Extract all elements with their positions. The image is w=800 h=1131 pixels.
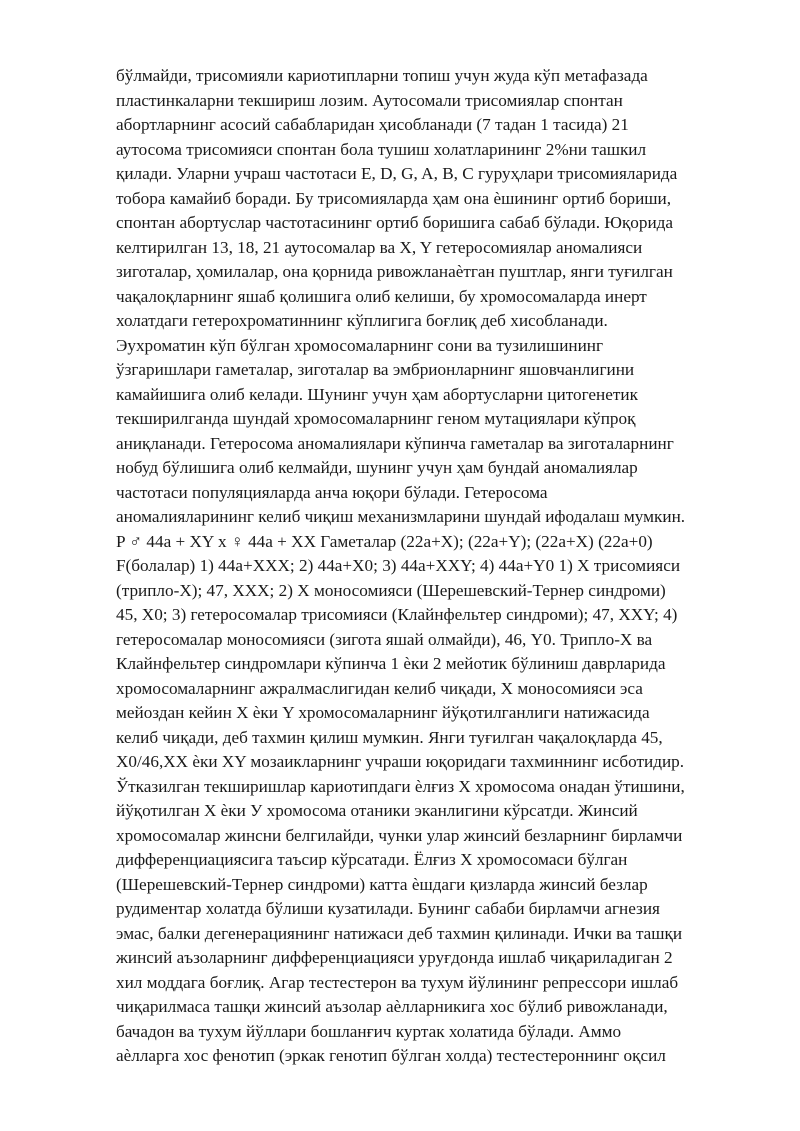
text-line: ўзгаришлари гаметалар, зиготалар ва эмбрионларнинг яшовчанлигини — [116, 360, 635, 379]
text-line: тобора камайиб боради. Бу трисомияларда ҳам она ѐшининг ортиб бориши, — [116, 188, 672, 208]
text-line: чақалоқларнинг яшаб қолишига олиб келиши, бу хромосомаларда инерт — [116, 286, 647, 306]
text-line: қилади. Уларни учраш частотаси E, D, G, A, B, C гуруҳлари трисомияларида — [116, 164, 678, 183]
text-line: X0/46,XX ѐки XY мозаикларнинг учраши юқоридаги тахминнинг исботидир. — [116, 752, 685, 771]
text-line: келтирилган 13, 18, 21 аутосомалар ва X, Y гетеросомиялар аномалияси — [116, 237, 643, 257]
text-line: текширилганда шундай хромосомаларнинг геном мутациялари кўпроқ — [116, 409, 636, 428]
text-line: пластинкаларни текшириш лозим. Аутосомали трисомиялар спонтан — [116, 90, 623, 110]
text-line: абортларнинг асосий сабабларидан ҳисобланади (7 тадан 1 тасида) 21 — [116, 115, 629, 134]
text-line: частотаси популяцияларда анча юқори бўлади. Гетеросома — [116, 482, 548, 502]
text-line: Ўтказилган текширишлар кариотипдаги ѐлғиз X хромосома онадан ўтишини, — [116, 776, 685, 796]
text-line: рудиментар холатда бўлиши кузатилади. Бунинг сабаби бирламчи агнезия — [116, 899, 660, 918]
text-line: Клайнфельтер синдромлари кўпинча 1 ѐки 2 мейотик бўлиниш даврларида — [116, 654, 666, 673]
text-line: хромосомаларнинг ажралмаслигидан келиб чиқади, X моносомияси эса — [116, 678, 643, 698]
text-line: зиготалар, ҳомилалар, она қорнида ривожланаѐтган пуштлар, янги туғилган — [116, 262, 673, 281]
text-line: эмас, балки дегенерациянинг натижаси деб тахмин қилинади. Ички ва ташқи — [116, 923, 683, 943]
text-line: спонтан абортуслар частотасининг ортиб боришига сабаб бўлади. Юқорида — [116, 213, 674, 232]
text-line: мейоздан кейин X ѐки Y хромосомаларнинг йўқотилганлиги натижасида — [116, 703, 650, 722]
text-line: хил моддага боғлиқ. Агар тестестерон ва тухум йўлининг репрессори ишлаб — [116, 972, 679, 992]
text-line: Эухроматин кўп бўлган хромосомаларнинг сони ва тузилишининг — [116, 335, 604, 355]
text-line: жинсий аъзоларнинг дифференциацияси уруғдонда ишлаб чиқариладиган 2 — [116, 948, 673, 967]
text-line: бачадон ва тухум йўллари бошланғич куртак холатида бўлади. Аммо — [116, 1021, 622, 1041]
text-line: нобуд бўлишига олиб келмайди, шунинг учун ҳам бундай аномалиялар — [116, 458, 638, 477]
text-line: холатдаги гетерохроматиннинг кўплигига боғлиқ деб хисобланади. — [116, 311, 608, 330]
text-line: камайишига олиб келади. Шунинг учун ҳам абортусларни цитогенетик — [116, 384, 638, 404]
text-line: F(болалар) 1) 44a+XXX; 2) 44a+X0; 3) 44a+XXY; 4) 44a+Y0 1) X трисомияси — [116, 556, 681, 575]
text-line: аѐлларга хос фенотип (эркак генотип бўлган холда) тестестероннинг оқсил — [116, 1046, 666, 1065]
text-line: 45, X0; 3) гетеросомалар трисомияси (Клайнфельтер синдроми); 47, XXY; 4) — [116, 605, 678, 624]
text-line: чиқарилмаса ташқи жинсий аъзолар аѐлларникига хос бўлиб ривожланади, — [116, 997, 668, 1016]
text-line: (Шерешевский-Тернер синдроми) катта ѐшдаги қизларда жинсий безлар — [116, 874, 648, 894]
text-line: йўқотилган X ѐки У хромосома отаники эканлигини кўрсатди. Жинсий — [116, 801, 638, 820]
body-text — [116, 64, 756, 1069]
text-line: бўлмайди, трисомияли кариотипларни топиш учун жуда кўп метафазада — [116, 66, 648, 85]
text-line: (трипло-Х); 47, XXX; 2) X моносомияси (Шерешевский-Тернер синдроми) — [116, 580, 666, 600]
text-line: P ♂ 44a + XY x ♀ 44a + XX Гаметалар (22a+X); (22a+Y); (22a+X) (22a+0) — [116, 531, 653, 551]
text-line: келиб чиқади, деб тахмин қилиш мумкин. Янги туғилган чақалоқларда 45, — [116, 727, 663, 747]
text-line: аниқланади. Гетеросома аномалиялари кўпинча гаметалар ва зиготаларнинг — [116, 433, 674, 453]
text-line: дифференциациясига таъсир кўрсатади. Ёлғиз X хромосомаси бўлган — [116, 850, 628, 869]
text-line: аутосома трисомияси спонтан бола тушиш холатларининг 2%ни ташкил — [116, 139, 647, 159]
text-line: гетеросомалар моносомияси (зигота яшай олмайди), 46, Y0. Трипло-Х ва — [116, 629, 653, 649]
text-line: аномалияларининг келиб чиқиш механизмларини шундай ифодалаш мумкин. — [116, 507, 686, 526]
text-line: хромосомалар жинсни белгилайди, чунки улар жинсий безларнинг бирламчи — [116, 825, 683, 845]
